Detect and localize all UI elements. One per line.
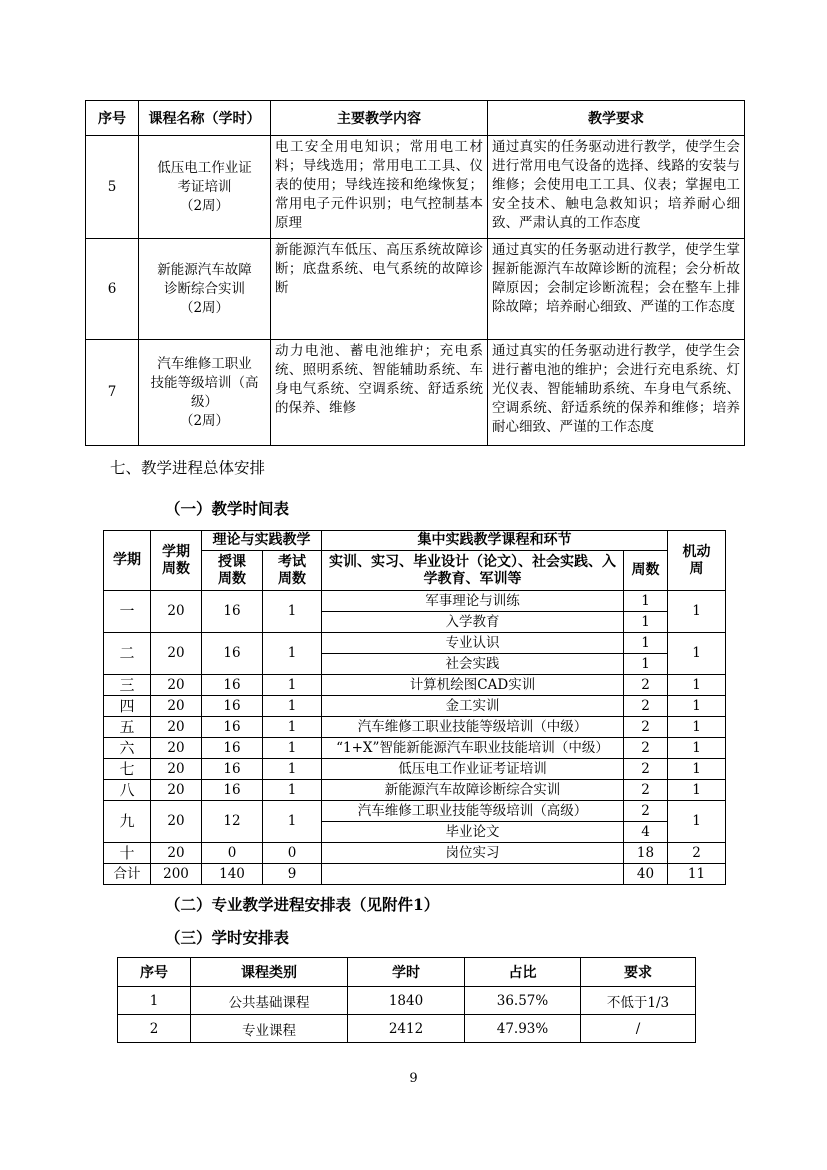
subsection-2-heading: （二）专业教学进程安排表（见附件1） <box>165 895 440 914</box>
cell-teaching-weeks: 16 <box>202 633 263 675</box>
cell-category: 公共基础课程 <box>191 987 348 1015</box>
table-header-row <box>86 101 745 136</box>
cell-hours: 2412 <box>348 1015 465 1043</box>
schedule-table-body <box>104 591 726 885</box>
cell-category: 专业课程 <box>191 1015 348 1043</box>
header-course-category: 课程类别 <box>191 958 348 987</box>
cell-teaching-weeks: 16 <box>202 759 263 780</box>
cell-semester-weeks: 20 <box>151 633 202 675</box>
name-line: （2周） <box>179 299 230 316</box>
cell-ratio: 47.93% <box>465 1015 581 1043</box>
cell-semester-weeks: 20 <box>151 696 202 717</box>
cell-practice-item: 金工实训 <box>322 696 624 717</box>
name-line: 诊断综合实训 <box>164 280 245 297</box>
cell-exam-weeks: 1 <box>263 633 322 675</box>
header-semester: 学期 <box>104 531 151 591</box>
cell-item-weeks: 2 <box>624 759 668 780</box>
cell-item-weeks: 2 <box>624 780 668 801</box>
cell-item-weeks: 1 <box>624 612 668 633</box>
cell-practice-item: 社会实践 <box>322 654 624 675</box>
cell-semester-weeks: 20 <box>151 759 202 780</box>
cell-teaching-weeks: 16 <box>202 591 263 633</box>
cell-practice-item: 专业认识 <box>322 633 624 654</box>
cell-exam-weeks: 1 <box>263 738 322 759</box>
row-no: 5 <box>86 136 139 239</box>
table-row <box>86 340 745 446</box>
header-semester-weeks: 学期周数 <box>151 531 202 591</box>
total-exam: 9 <box>263 864 322 885</box>
row-course-name <box>139 136 271 239</box>
header-flex-weeks: 机动周 <box>668 531 726 591</box>
name-line: 技能等级培训（高 <box>150 374 259 391</box>
cell-item-weeks: 4 <box>624 822 668 843</box>
cell-practice-item: 计算机绘图CAD实训 <box>322 675 624 696</box>
cell-semester: 五 <box>104 717 151 738</box>
table-row <box>118 987 696 1015</box>
cell-item-weeks: 18 <box>624 843 668 864</box>
cell-semester: 二 <box>104 633 151 675</box>
header-concentrated-practice: 集中实践教学课程和环节 <box>322 531 668 551</box>
cell-semester: 六 <box>104 738 151 759</box>
name-line: （2周） <box>179 197 230 214</box>
row-no: 6 <box>86 239 139 340</box>
table-row <box>104 843 726 864</box>
schedule-table <box>103 530 726 885</box>
cell-exam-weeks: 1 <box>263 696 322 717</box>
cell-practice-item: 毕业论文 <box>322 822 624 843</box>
row-requirement: 通过真实的任务驱动进行教学，使学生会进行蓄电池的维护；会进行充电系统、灯光仪表、智能辅助系统、车身电气系统、空调系统、舒适系统的保养和维修；培养耐心细致、严谨的工作态度 <box>488 340 745 446</box>
cell-exam-weeks: 0 <box>263 843 322 864</box>
cell-item-weeks: 2 <box>624 738 668 759</box>
hours-table <box>117 957 696 1043</box>
cell-exam-weeks: 1 <box>263 717 322 738</box>
name-line: （2周） <box>179 412 230 429</box>
name-line: 考证培训 <box>177 178 232 195</box>
total-items <box>322 864 624 885</box>
cell-semester-weeks: 20 <box>151 780 202 801</box>
cell-teaching-weeks: 12 <box>202 801 263 843</box>
subsection-1-heading: （一）教学时间表 <box>165 499 290 518</box>
total-w: 40 <box>624 864 668 885</box>
cell-practice-item: 岗位实习 <box>322 843 624 864</box>
course-table <box>85 100 745 446</box>
cell-teaching-weeks: 16 <box>202 675 263 696</box>
table-row <box>104 801 726 822</box>
cell-flex-weeks: 1 <box>668 717 726 738</box>
table-row <box>104 738 726 759</box>
row-content: 新能源汽车低压、高压系统故障诊断；底盘系统、电气系统的故障诊断 <box>271 239 488 340</box>
name-line: 级） <box>191 393 218 410</box>
cell-teaching-weeks: 16 <box>202 696 263 717</box>
cell-no: 1 <box>118 987 191 1015</box>
cell-semester: 十 <box>104 843 151 864</box>
cell-item-weeks: 2 <box>624 801 668 822</box>
row-no: 7 <box>86 340 139 446</box>
cell-item-weeks: 2 <box>624 717 668 738</box>
cell-item-weeks: 1 <box>624 591 668 612</box>
table-header-row <box>104 531 726 551</box>
cell-exam-weeks: 1 <box>263 675 322 696</box>
cell-hours: 1840 <box>348 987 465 1015</box>
cell-exam-weeks: 1 <box>263 801 322 843</box>
total-weeks: 200 <box>151 864 202 885</box>
cell-semester: 八 <box>104 780 151 801</box>
row-course-name <box>139 340 271 446</box>
cell-semester: 三 <box>104 675 151 696</box>
row-content: 电工安全用电知识；常用电工材料；导线选用；常用电工工具、仪表的使用；导线连接和绝缘恢复；常用电子元件识别；电气控制基本原理 <box>271 136 488 239</box>
row-requirement: 通过真实的任务驱动进行教学，使学生掌握新能源汽车故障诊断的流程；会分析故障原因；会制定诊断流程；会在整车上排除故障；培养耐心细致、严谨的工作态度 <box>488 239 745 340</box>
section-7-heading: 七、教学进程总体安排 <box>110 459 266 477</box>
total-flex: 11 <box>668 864 726 885</box>
cell-semester-weeks: 20 <box>151 591 202 633</box>
table-header-row <box>118 958 696 987</box>
table-row <box>86 239 745 340</box>
cell-flex-weeks: 2 <box>668 843 726 864</box>
cell-practice-item: 低压电工作业证考证培训 <box>322 759 624 780</box>
cell-item-weeks: 1 <box>624 654 668 675</box>
cell-requirement: / <box>581 1015 696 1043</box>
total-teach: 140 <box>202 864 263 885</box>
cell-requirement: 不低于1/3 <box>581 987 696 1015</box>
cell-semester: 一 <box>104 591 151 633</box>
header-ratio: 占比 <box>465 958 581 987</box>
cell-semester: 四 <box>104 696 151 717</box>
cell-teaching-weeks: 16 <box>202 738 263 759</box>
table-row <box>104 780 726 801</box>
cell-practice-item: 汽车维修工职业技能等级培训（高级） <box>322 801 624 822</box>
table-row <box>104 675 726 696</box>
cell-flex-weeks: 1 <box>668 591 726 633</box>
cell-semester-weeks: 20 <box>151 675 202 696</box>
cell-practice-item: 新能源汽车故障诊断综合实训 <box>322 780 624 801</box>
cell-item-weeks: 2 <box>624 675 668 696</box>
cell-semester-weeks: 20 <box>151 738 202 759</box>
name-line: 汽车维修工职业 <box>157 355 252 372</box>
cell-semester: 九 <box>104 801 151 843</box>
cell-practice-item: 汽车维修工职业技能等级培训（中级） <box>322 717 624 738</box>
name-line: 新能源汽车故障 <box>157 261 252 278</box>
cell-flex-weeks: 1 <box>668 801 726 843</box>
cell-flex-weeks: 1 <box>668 696 726 717</box>
table-row <box>104 717 726 738</box>
table-row <box>86 136 745 239</box>
header-hours: 学时 <box>348 958 465 987</box>
total-row <box>104 864 726 885</box>
header-course-name: 课程名称（学时） <box>139 101 271 136</box>
cell-semester-weeks: 20 <box>151 717 202 738</box>
cell-teaching-weeks: 16 <box>202 717 263 738</box>
row-requirement: 通过真实的任务驱动进行教学，使学生会进行常用电气设备的选择、线路的安装与维修；会使用电工工具、仪表；掌握电工安全技术、触电急救知识；培养耐心细致、严肃认真的工作态度 <box>488 136 745 239</box>
header-practice-items: 实训、实习、毕业设计（论文）、社会实践、入学教育、军训等 <box>322 551 624 591</box>
cell-practice-item: “1+X”智能新能源汽车职业技能培训（中级） <box>322 738 624 759</box>
table-row <box>104 696 726 717</box>
cell-flex-weeks: 1 <box>668 675 726 696</box>
cell-flex-weeks: 1 <box>668 738 726 759</box>
name-line: 低压电工作业证 <box>157 159 252 176</box>
cell-teaching-weeks: 0 <box>202 843 263 864</box>
row-course-name <box>139 239 271 340</box>
header-content: 主要教学内容 <box>271 101 488 136</box>
cell-exam-weeks: 1 <box>263 759 322 780</box>
cell-practice-item: 入学教育 <box>322 612 624 633</box>
cell-practice-item: 军事理论与训练 <box>322 591 624 612</box>
cell-ratio: 36.57% <box>465 987 581 1015</box>
table-row <box>104 759 726 780</box>
table-row <box>118 1015 696 1043</box>
table-row <box>104 633 726 654</box>
cell-exam-weeks: 1 <box>263 591 322 633</box>
header-theory-practice: 理论与实践教学 <box>202 531 322 551</box>
header-requirement: 教学要求 <box>488 101 745 136</box>
header-no: 序号 <box>86 101 139 136</box>
header-item-weeks: 周数 <box>624 551 668 591</box>
page-number: 9 <box>409 1071 418 1086</box>
cell-flex-weeks: 1 <box>668 633 726 675</box>
cell-flex-weeks: 1 <box>668 759 726 780</box>
cell-teaching-weeks: 16 <box>202 780 263 801</box>
cell-semester-weeks: 20 <box>151 801 202 843</box>
header-exam-weeks: 考试周数 <box>263 551 322 591</box>
cell-semester: 七 <box>104 759 151 780</box>
header-teaching-weeks: 授课周数 <box>202 551 263 591</box>
header-requirement: 要求 <box>581 958 696 987</box>
header-no: 序号 <box>118 958 191 987</box>
total-label: 合计 <box>104 864 151 885</box>
cell-exam-weeks: 1 <box>263 780 322 801</box>
cell-no: 2 <box>118 1015 191 1043</box>
cell-item-weeks: 1 <box>624 633 668 654</box>
cell-semester-weeks: 20 <box>151 843 202 864</box>
row-content: 动力电池、蓄电池维护；充电系统、照明系统、智能辅助系统、车身电气系统、空调系统、舒适系统的保养、维修 <box>271 340 488 446</box>
subsection-3-heading: （三）学时安排表 <box>165 928 290 947</box>
table-row <box>104 591 726 612</box>
cell-item-weeks: 2 <box>624 696 668 717</box>
cell-flex-weeks: 1 <box>668 780 726 801</box>
